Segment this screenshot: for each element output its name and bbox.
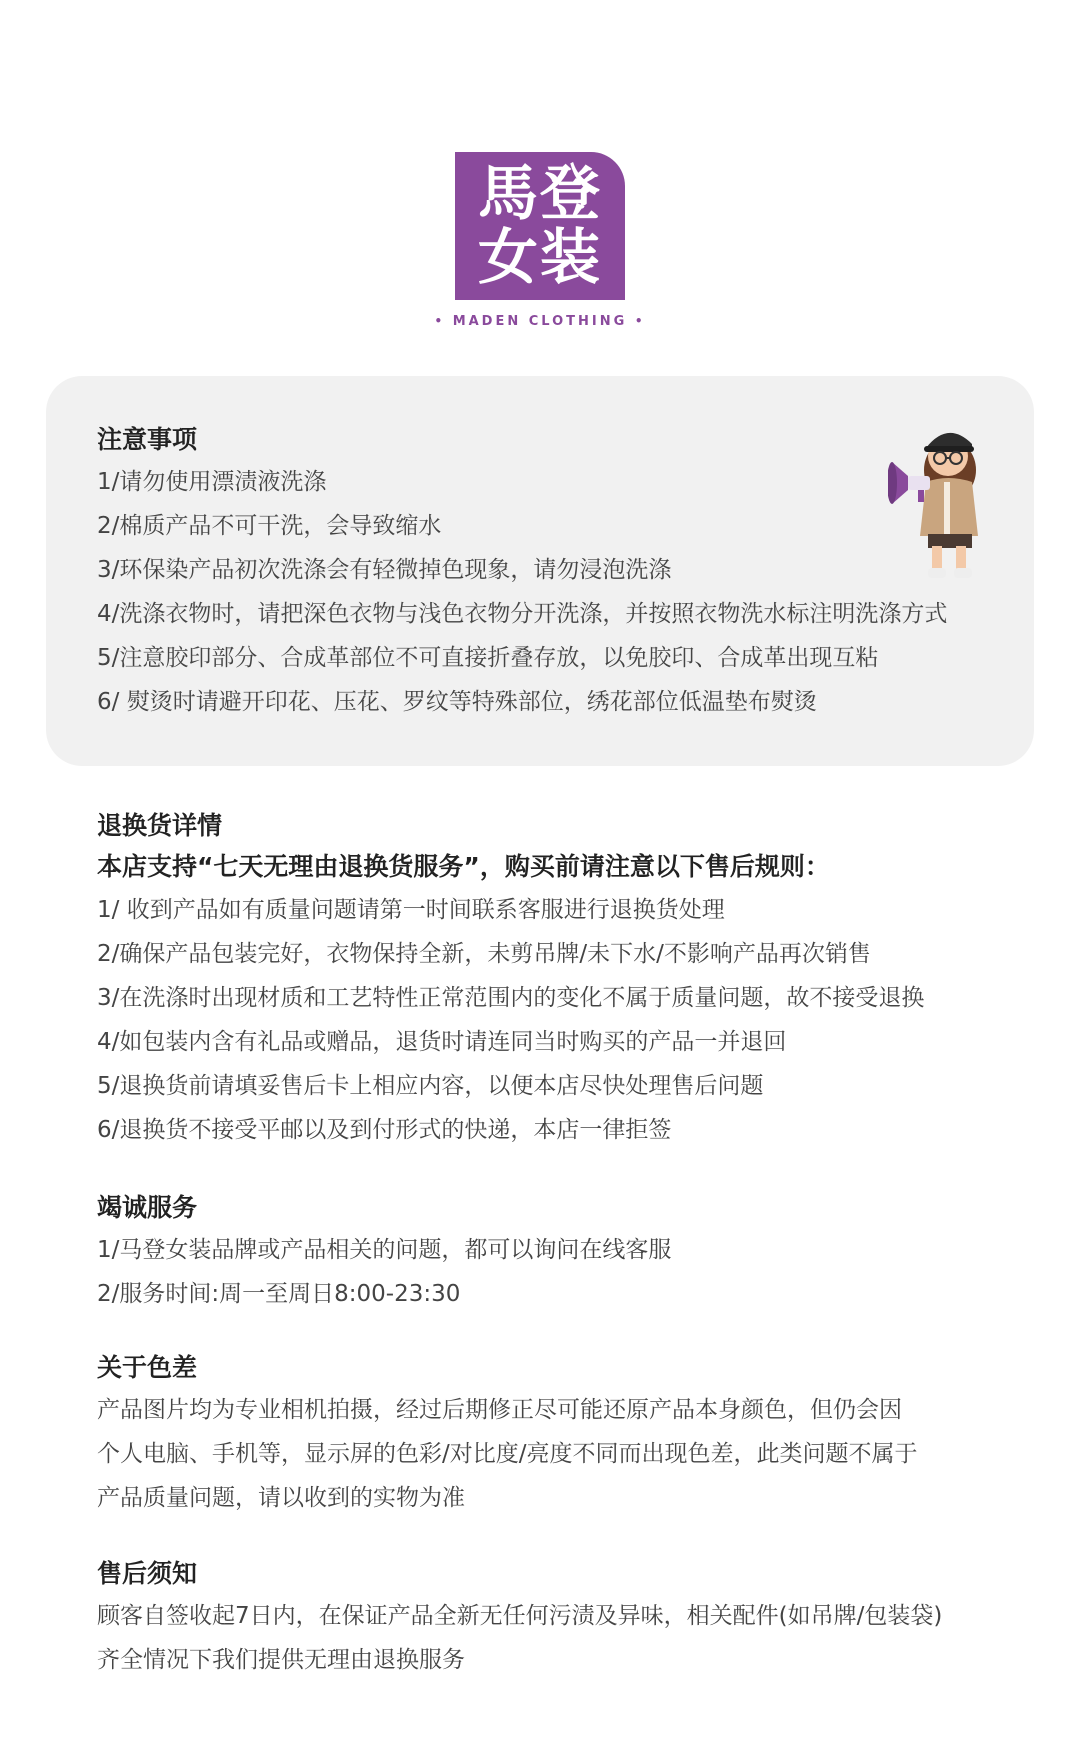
returns-item: 3/在洗涤时出现材质和工艺特性正常范围内的变化不属于质量问题，故不接受退换 <box>97 985 925 1011</box>
logo-dot-right: • <box>634 314 646 328</box>
color-diff-title: 关于色差 <box>97 1353 198 1382</box>
after-sale-title: 售后须知 <box>97 1559 198 1588</box>
logo-dot-left: • <box>434 314 446 328</box>
notice-item: 4/洗涤衣物时，请把深色衣物与浅色衣物分开洗涤，并按照衣物洗水标注明洗涤方式 <box>97 601 948 627</box>
returns-item: 5/退换货前请填妥售后卡上相应内容，以便本店尽快处理售后问题 <box>97 1073 764 1099</box>
service-item: 2/服务时间:周一至周日8:00-23:30 <box>97 1281 461 1307</box>
returns-subtitle: 本店支持“七天无理由退换货服务”，购买前请注意以下售后规则： <box>97 852 830 881</box>
logo-sub-text: MADEN CLOTHING <box>452 314 628 329</box>
returns-title: 退换货详情 <box>97 811 223 840</box>
returns-section <box>97 806 997 1152</box>
color-diff-line: 个人电脑、手机等，显示屏的色彩/对比度/亮度不同而出现色差，此类问题不属于 <box>97 1441 918 1467</box>
brand-logo <box>0 152 1080 329</box>
returns-item: 1/ 收到产品如有质量问题请第一时间联系客服进行退换货处理 <box>97 897 725 923</box>
returns-item: 4/如包装内含有礼品或赠品，退货时请连同当时购买的产品一并退回 <box>97 1029 787 1055</box>
notice-item: 5/注意胶印部分、合成革部位不可直接折叠存放，以免胶印、合成革出现互粘 <box>97 645 879 671</box>
notice-item: 2/棉质产品不可干洗，会导致缩水 <box>97 513 442 539</box>
notice-title: 注意事项 <box>97 425 198 454</box>
returns-item: 2/确保产品包装完好，衣物保持全新，未剪吊牌/未下水/不影响产品再次销售 <box>97 941 871 967</box>
logo-badge <box>455 152 625 300</box>
after-sale-line: 齐全情况下我们提供无理由退换服务 <box>97 1647 465 1673</box>
notice-section <box>97 420 997 724</box>
color-diff-line: 产品图片均为专业相机拍摄，经过后期修正尽可能还原产品本身颜色，但仍会因 <box>97 1397 902 1423</box>
logo-line1: 馬登 <box>478 159 602 229</box>
megaphone-girl-icon <box>888 418 998 588</box>
color-diff-section <box>97 1348 997 1520</box>
service-title: 竭诚服务 <box>97 1193 198 1222</box>
returns-item: 6/退换货不接受平邮以及到付形式的快递，本店一律拒签 <box>97 1117 672 1143</box>
notice-item: 6/ 熨烫时请避开印花、压花、罗纹等特殊部位，绣花部位低温垫布熨烫 <box>97 689 817 715</box>
notice-item: 1/请勿使用漂渍液洗涤 <box>97 469 327 495</box>
logo-line2: 女装 <box>478 223 602 293</box>
notice-item: 3/环保染产品初次洗涤会有轻微掉色现象，请勿浸泡洗涤 <box>97 557 672 583</box>
logo-subtitle <box>0 314 1080 329</box>
after-sale-line: 顾客自签收起7日内，在保证产品全新无任何污渍及异味，相关配件(如吊牌/包装袋) <box>97 1603 943 1629</box>
color-diff-line: 产品质量问题，请以收到的实物为准 <box>97 1485 465 1511</box>
service-section <box>97 1188 997 1316</box>
service-item: 1/马登女装品牌或产品相关的问题，都可以询问在线客服 <box>97 1237 672 1263</box>
after-sale-section <box>97 1554 997 1682</box>
